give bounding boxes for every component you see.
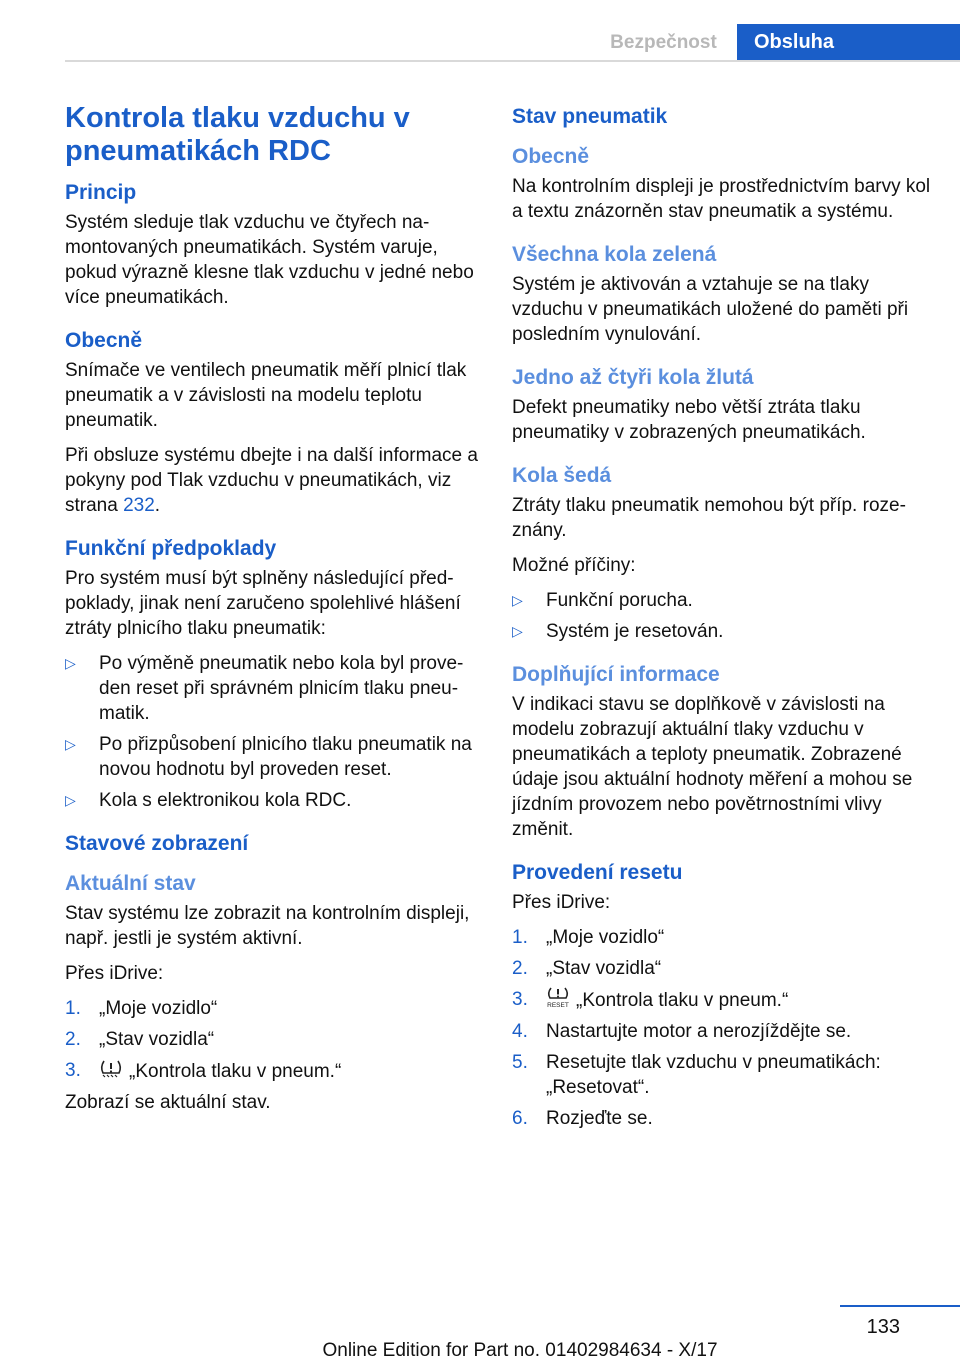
step-item [512,987,932,1013]
heading-current-status: Aktuální stav [65,872,196,895]
section-reset [512,860,932,1131]
triangle-right-icon: ▷ [65,655,76,671]
step-text: „Kontrola tlaku v pneum.“ [129,1061,342,1082]
page-title: Kontrola tlaku vzduchu v pneumatikách RDC [65,102,410,167]
step-number: 5. [512,1052,528,1073]
page-number: 133 [866,1316,900,1338]
tire-pressure-reset-icon [546,987,570,1009]
triangle-right-icon: ▷ [65,792,76,808]
section-status-display [65,831,483,1115]
list-item [512,588,932,613]
section-general [65,328,483,518]
general-text-2 [65,443,483,518]
triangle-right-icon: ▷ [512,592,523,608]
prerequisites-list [65,651,483,813]
section-prerequisites [65,536,483,813]
tire-pressure-warning-icon [99,1058,123,1080]
heading-tire-general: Obecně [512,145,590,168]
current-status-result: Zobrazí se aktuální stav. [65,1092,271,1113]
step-item [512,956,932,981]
heading-general: Obecně [65,329,143,352]
step-number: 3. [65,1060,81,1081]
heading-yellow: Jedno až čtyři kola žlutá [512,366,754,389]
list-item [512,619,932,644]
step-number: 1. [512,927,528,948]
principle-text: Systém sleduje tlak vzduchu ve čtyřech namontovaných pneumatikách. Systém varuje, pokud výrazně klesne tlak vzduchu v jedné nebo více pneumatikách. [65,212,474,308]
prerequisites-intro: Pro systém musí být splněny následující předpoklady, jinak není zaručeno spolehlivé hlášení ztráty plnicího tlaku pneumatik: [65,568,461,639]
list-item-text: Funkční porucha. [546,590,693,611]
step-number: 3. [512,989,528,1010]
left-column [65,100,483,1133]
heading-reset: Provedení resetu [512,861,683,884]
step-text: Nastartujte motor a nerozjíždějte se. [546,1021,852,1042]
heading-status-display: Stavové zobrazení [65,832,249,855]
tab-obsluha[interactable]: Obsluha [737,24,960,62]
section-tire-general [512,144,932,224]
section-yellow [512,365,932,445]
grey-causes-list [512,588,932,644]
page-link-232[interactable]: 232 [123,495,155,516]
section-grey [512,463,932,644]
step-item [512,1019,932,1044]
list-item [65,788,483,813]
step-text: „Stav vozidla“ [546,958,662,979]
additional-text: V indikaci stavu se doplňkově v závislosti na modelu zobrazují aktuální tlaky vzduchu v pneumatikách a teploty pneumatik. Zobrazené údaje jsou aktuální hodnoty měření a mohou se jízdním provozem nebo povětrnostními vlivy změnit. [512,694,913,840]
list-item-text: Po přizpůsobení plnicího tlaku pneumatik na novou hodnotu byl proveden reset. [99,734,472,780]
current-status-via: Přes iDrive: [65,963,164,984]
general-text-2-end: . [154,495,161,516]
step-text: „Kontrola tlaku v pneum.“ [576,990,789,1011]
triangle-right-icon: ▷ [512,623,523,639]
footer-edition-text: Online Edition for Part no. 01402984634 - X/17 [322,1340,718,1361]
triangle-right-icon: ▷ [65,736,76,752]
heading-grey: Kola šedá [512,464,612,487]
step-text: „Moje vozidlo“ [99,998,218,1019]
step-number: 1. [65,998,81,1019]
step-item [512,1106,932,1131]
yellow-text: Defekt pneumatiky nebo větší ztráta tlaku pneumatiky v zobrazených pneumatikách. [512,397,866,443]
heading-additional: Doplňující informace [512,663,720,686]
footer-edition [0,1340,960,1362]
list-item [65,732,483,782]
list-item-text: Systém je resetován. [546,621,724,642]
step-number: 6. [512,1108,528,1129]
step-number: 2. [512,958,528,979]
all-green-text: Systém je aktivován a vztahuje se na tlaky vzduchu v pneumatikách uložené do paměti při posledním vynulování. [512,274,909,345]
step-text: „Moje vozidlo“ [546,927,665,948]
grey-text: Ztráty tlaku pneumatik nemohou být příp. rozeznány. [512,495,906,541]
step-item [65,1058,483,1084]
step-item [65,996,483,1021]
section-principle [65,180,483,310]
heading-prerequisites: Funkční předpoklady [65,537,277,560]
current-status-text: Stav systému lze zobrazit na kontrolním displeji, např. jestli je systém aktivní. [65,903,470,949]
grey-causes-label: Možné příčiny: [512,555,636,576]
tab-bezpecnost[interactable]: Bezpečnost [610,32,717,53]
step-item [512,925,932,950]
right-column [512,104,932,1149]
step-item [65,1027,483,1052]
list-item-text: Po výměně pneumatik nebo kola byl proveden reset při správném plnicím tlaku pneumatik. [99,653,464,724]
step-number: 2. [65,1029,81,1050]
step-number: 4. [512,1021,528,1042]
heading-principle: Princip [65,181,137,204]
step-text: Resetujte tlak vzduchu v pneumatikách: „Resetovat“. [546,1052,881,1098]
step-text: Rozjeďte se. [546,1108,653,1129]
section-all-green [512,242,932,347]
footer-divider [840,1305,960,1307]
list-item-text: Kola s elektronikou kola RDC. [99,790,352,811]
tire-general-text: Na kontrolním displeji je prostřednictvím barvy kol a textu znázorněn stav pneumatik a systému. [512,176,931,222]
step-item [512,1050,932,1100]
section-additional [512,662,932,842]
heading-tire-status: Stav pneumatik [512,105,668,128]
current-status-steps [65,996,483,1084]
step-text: „Stav vozidla“ [99,1029,215,1050]
svg-text:RESET: RESET [547,1002,569,1009]
reset-via: Přes iDrive: [512,892,611,913]
header-divider [65,60,960,62]
heading-all-green: Všechna kola zelená [512,243,717,266]
general-text-1: Snímače ve ventilech pneumatik měří plnicí tlak pneumatik a v závislosti na modelu teplotu pneumatik. [65,360,467,431]
reset-steps [512,925,932,1131]
list-item [65,651,483,726]
general-text-2-main: Při obsluze systému dbejte i na další informace a pokyny pod Tlak vzduchu v pneumatikách, viz strana [65,445,478,516]
